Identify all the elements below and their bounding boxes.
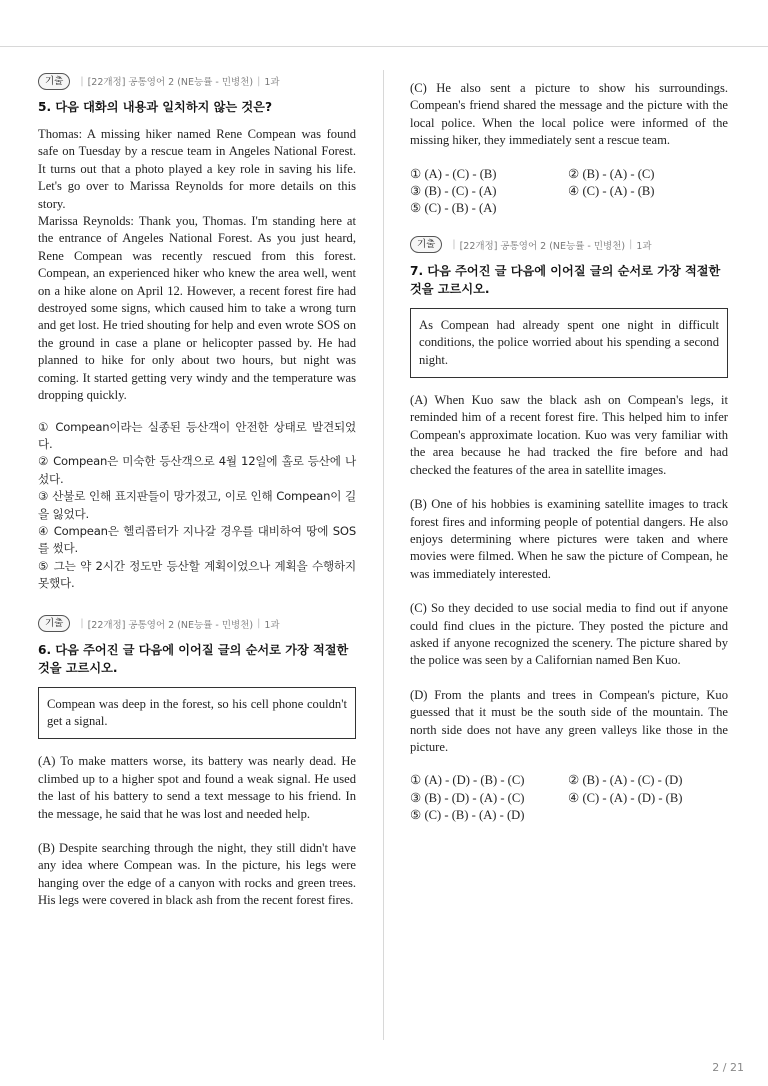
answer-choices: [410, 772, 728, 824]
choice[interactable]: ③ (B) - (C) - (A): [410, 184, 497, 199]
source-textbook: [22개정] 공통영어 2 (NE능률 - 민병천): [87, 619, 254, 631]
past-exam-badge: 기출: [38, 615, 70, 632]
past-exam-badge: 기출: [38, 73, 70, 90]
choice[interactable]: ④ (C) - (A) - (D) - (B): [568, 790, 683, 805]
given-sentence: Compean was deep in the forest, so his cell phone couldn't get a signal.: [47, 696, 347, 728]
paragraph-a: (A) When Kuo saw the black ash on Compean's legs, it reminded him of a recent forest fire. This helped him to infer Compean's approximate location. Kuo was very familiar with the area because he had tracked the fire before and had checked the features of the area in satellite images.: [410, 393, 728, 477]
option[interactable]: ② Compean은 미숙한 등산객으로 4월 12일에 홀로 등산에 나섰다.: [38, 454, 356, 486]
paragraph-c: (C) He also sent a picture to show his surroundings. Compean's friend shared the message and the picture with the local police. When the local police were informed of the missing hiker, they immediately sent a rescue team.: [410, 81, 728, 148]
choice[interactable]: ① (A) - (C) - (B): [410, 166, 497, 181]
source-row: 기출 | [22개정] 공통영어 2 (NE능률 - 민병천) | 1과: [38, 72, 356, 90]
paragraph-a: (A) To make matters worse, its battery was nearly dead. He climbed up to a higher spot and found a weak signal. He used the last of his battery to send a text message to his friend. In the message, he said that he was lost and needed help.: [38, 754, 356, 821]
given-sentence-box: [410, 308, 728, 378]
right-column: [410, 80, 728, 825]
answer-options: [38, 419, 356, 593]
choice[interactable]: ⑤ (C) - (B) - (A): [410, 201, 497, 216]
choice[interactable]: ④ (C) - (A) - (B): [568, 184, 655, 199]
question-title: 7. 다음 주어진 글 다음에 이어질 글의 순서로 가장 적절한 것을 고르시오.: [410, 263, 721, 296]
question-5: [38, 72, 356, 593]
paragraph-b: (B) One of his hobbies is examining satellite images to track forest fires and informing people of potential dangers. He also enjoys determining where pictures were taken and where movies were filmed. When he saw the picture of Compean, he was immediately interested.: [410, 497, 728, 581]
given-sentence: As Compean had already spent one night in difficult conditions, the police worried about his spending a second night.: [419, 317, 719, 367]
option[interactable]: ⑤ 그는 약 2시간 정도만 등산할 계획이었으나 계획을 수행하지 못했다.: [38, 558, 356, 591]
source-row: 기출 | [22개정] 공통영어 2 (NE능률 - 민병천) | 1과: [410, 236, 728, 254]
dialogue-line: Marissa Reynolds: Thank you, Thomas. I'm standing here at the entrance of Angeles National Forest. As you just heard, Rene Compean was recently rescued from this forest. Compean, an experienced hiker who knew the area well, went on a hike alone on April 12. However, a recent forest fire had destroyed some signs, which caused him to take a wrong turn and get lost. He tried shouting for help and even wrote SOS on the ground in case a plane or helicopter passed by. He had planned to hike for only about two hours, but night was coming. It started getting very windy and the temperature was dropping quickly.: [38, 214, 356, 403]
option[interactable]: ③ 산불로 인해 표지판들이 망가졌고, 이로 인해 Compean이 길을 잃었다.: [38, 489, 356, 521]
source-lesson: 1과: [636, 240, 652, 252]
left-column: [38, 72, 356, 910]
source-textbook: [22개정] 공통영어 2 (NE능률 - 민병천): [87, 77, 254, 88]
given-sentence-box: [38, 687, 356, 740]
option[interactable]: ④ Compean은 헬리콥터가 지나갈 경우를 대비하여 땅에 SOS를 썼다.: [38, 523, 356, 556]
option[interactable]: ① Compean이라는 실종된 등산객이 안전한 상태로 발견되었다.: [38, 419, 356, 451]
question-7: [410, 236, 728, 825]
column-divider: [383, 70, 384, 1040]
question-title: 6. 다음 주어진 글 다음에 이어질 글의 순서로 가장 적절한 것을 고르시오.: [38, 642, 349, 675]
choice[interactable]: ⑤ (C) - (B) - (A) - (D): [410, 808, 525, 823]
source-row: 기출 | [22개정] 공통영어 2 (NE능률 - 민병천) | 1과: [38, 615, 356, 633]
question-title: 5. 다음 대화의 내용과 일치하지 않는 것은?: [38, 100, 273, 114]
paragraph-b: (B) Despite searching through the night, they still didn't have any idea where Compean was. In the picture, his legs were hanging over the edge of a canyon with rocks and green trees. His legs were covered in black ash from the recent forest fires.: [38, 841, 356, 908]
choice[interactable]: ② (B) - (A) - (C): [568, 166, 655, 181]
source-lesson: 1과: [264, 77, 280, 88]
paragraph-c: (C) So they decided to use social media to find out if anyone could find clues in the picture. They posted the picture and asked if anyone recognized the scenery. The picture shared by the police was seen by a Californian named Ben Kuo.: [410, 601, 728, 668]
choice[interactable]: ② (B) - (A) - (C) - (D): [568, 773, 683, 788]
answer-choices: [410, 166, 728, 218]
source-lesson: 1과: [264, 619, 280, 631]
source-textbook: [22개정] 공통영어 2 (NE능률 - 민병천): [459, 240, 626, 252]
choice[interactable]: ① (A) - (D) - (B) - (C): [410, 773, 525, 788]
paragraph-d: (D) From the plants and trees in Compean's picture, Kuo guessed that it must be the south side of the mountain. The north side does not have any green valleys like those in the picture.: [410, 687, 728, 754]
header-rule: [0, 46, 768, 47]
page-number: 2 / 21: [712, 1061, 744, 1074]
question-6: [38, 615, 356, 910]
dialogue-line: Thomas: A missing hiker named Rene Compean was found safe on Tuesday by a rescue team in Angeles National Forest. It turns out that a photo played a key role in saving his life. Let's go over to Marissa Reynolds for more details on this story.: [38, 127, 356, 211]
past-exam-badge: 기출: [410, 236, 442, 253]
choice[interactable]: ③ (B) - (D) - (A) - (C): [410, 790, 525, 805]
